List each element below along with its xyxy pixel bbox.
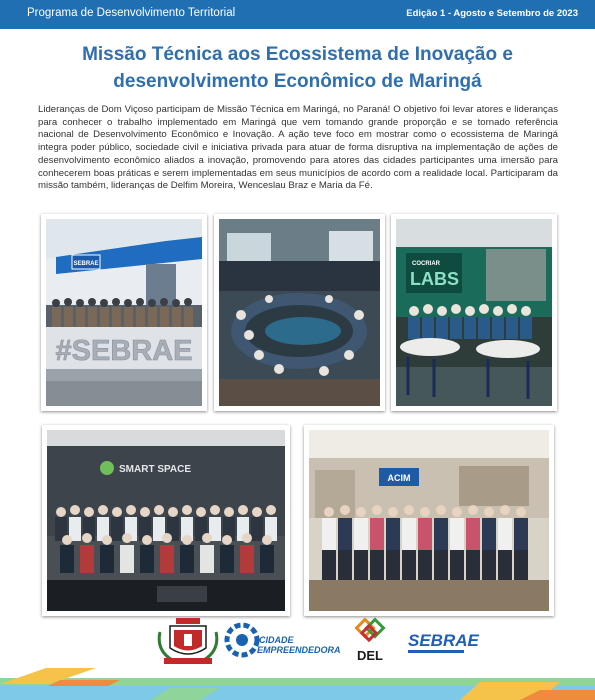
photo5-sign-text: ACIM [387, 473, 411, 483]
edition-label: Edição 1 - Agosto e Setembro de 2023 [406, 8, 578, 19]
del-logo-text: DEL [357, 648, 383, 663]
article-title-line-2: desenvolvimento Econômico de Maringá [113, 71, 482, 92]
photo-smart-space-group [42, 425, 290, 616]
photo1-letters-text: #SEBRAE [55, 335, 193, 367]
photo-meeting-room [214, 214, 385, 411]
photo-cocriar-labs [391, 214, 557, 411]
program-name: Programa de Desenvolvimento Territorial [27, 7, 236, 19]
cidade-empreendedora-logo [227, 625, 341, 655]
article-title [40, 41, 555, 95]
del-logo [357, 620, 384, 663]
partner-logos [0, 610, 595, 670]
photo-acim-group [304, 425, 554, 616]
cidade-logo-text-1: CIDADE [259, 635, 294, 645]
photo1-sign-text: SEBRAE [73, 261, 99, 267]
photo-sebrae-building [41, 214, 207, 411]
article-title-line-1: Missão Técnica aos Ecossistema de Inovação e [82, 44, 513, 65]
header-bar [0, 0, 595, 29]
photo4-sign-text: SMART SPACE [119, 464, 192, 475]
cidade-logo-text-2: EMPREENDEDORA [257, 645, 341, 655]
article-body: Lideranças de Dom Viçoso participam de Missão Técnica em Maringá, no Paraná! O objetivo foi levar atores e lideranças para conhecer o trabalho implementado em Maringá que vem tomando grande proporção e se tornado referência nacional de Desenvolvimento Econômico e Inovação. A ação teve foco em mostrar como o ecossistema de Maringá integra poder público, sociedade civil e iniciativa privada para atuar de forma disruptiva na implementação de ações de desenvolvimento econômico aliados a inovação, promovendo para atores das cidades participantes uma imersão para conhecerem boas práticas e serem implementadas em seus municípios de acordo com a realidade local. Participaram da missão também, lideranças de Delfim Moreira, Wenceslau Braz e Maria da Fé. [38, 104, 558, 192]
sebrae-logo [408, 631, 480, 653]
photo3-sign-text-1: COCRIAR [412, 261, 440, 267]
footer-decoration [0, 668, 595, 700]
sebrae-logo-text: SEBRAE [408, 631, 479, 650]
dom-vicoso-coat-of-arms-icon [159, 618, 217, 664]
photo3-sign-text-2: LABS [410, 269, 459, 289]
